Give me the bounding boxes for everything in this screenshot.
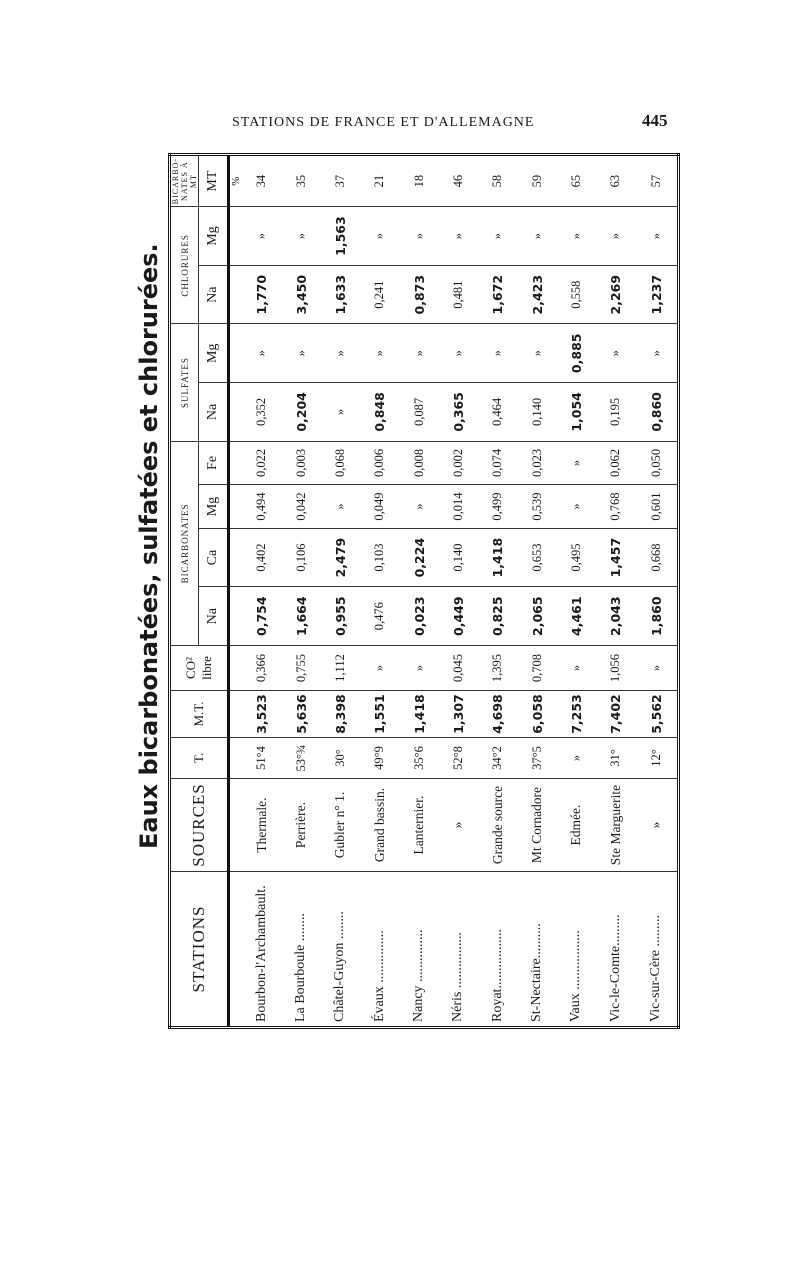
co2-cell: 1,056	[596, 646, 635, 691]
bic-fe-cell: 0,074	[478, 441, 517, 485]
co2-cell: »	[557, 646, 596, 691]
bic-fe-cell: 0,022	[242, 441, 281, 485]
bic-na-cell: 0,023	[399, 587, 438, 646]
chl-na-cell: 3,450	[281, 265, 320, 324]
bic-ca-cell: 0,668	[635, 528, 678, 587]
station-cell: Néris ................	[450, 932, 466, 1022]
bic-ca-cell: 0,224	[399, 528, 438, 587]
separator-cell	[229, 441, 243, 485]
chl-mg-cell: »	[478, 207, 517, 266]
source-cell: Grande source	[478, 779, 517, 872]
temperature-cell: »	[557, 738, 596, 779]
source-cell: Thermale.	[242, 779, 281, 872]
bicarbo-pct-cell: 37	[321, 155, 360, 207]
sulf-na-cell: 0,087	[399, 383, 438, 442]
header-group-bicarbo-mt: BICARBO-NATES À MT	[170, 155, 199, 207]
bicarbo-pct-cell: 18	[399, 155, 438, 207]
sulf-na-cell: »	[321, 383, 360, 442]
separator-cell	[229, 691, 243, 738]
table-row	[596, 155, 635, 1028]
separator-cell	[229, 207, 243, 266]
source-cell: Perrière.	[281, 779, 320, 872]
sulf-na-cell: 0,365	[439, 383, 478, 442]
sulf-mg-cell: »	[360, 324, 399, 383]
bicarbo-pct-cell: 34	[242, 155, 281, 207]
table-row	[321, 155, 360, 1028]
co2-cell: 0,366	[242, 646, 281, 691]
co2-cell: 0,708	[517, 646, 556, 691]
station-cell: Royat.................	[489, 929, 505, 1022]
table-row	[281, 155, 320, 1028]
temperature-cell: 53°¾	[281, 738, 320, 779]
bic-na-cell: 2,043	[596, 587, 635, 646]
separator-cell	[229, 383, 243, 442]
bicarbo-pct-cell: 65	[557, 155, 596, 207]
sulf-mg-cell: »	[399, 324, 438, 383]
mt-cell: 7,402	[596, 691, 635, 738]
separator-cell	[229, 324, 243, 383]
station-cell: Vic-le-Comte.........	[607, 914, 623, 1022]
temperature-cell: 49°9	[360, 738, 399, 779]
chl-na-cell: 0,873	[399, 265, 438, 324]
header-co2-sub: libre	[199, 656, 214, 680]
bic-fe-cell: 0,068	[321, 441, 360, 485]
table-row	[242, 155, 281, 1028]
header-sulf-mg: Mg	[199, 324, 229, 383]
temperature-cell: 30°	[321, 738, 360, 779]
table-container	[168, 153, 680, 1029]
bic-ca-cell: 1,457	[596, 528, 635, 587]
header-sources: SOURCES	[170, 779, 229, 872]
bicarbo-pct-cell: 35	[281, 155, 320, 207]
table-row	[557, 155, 596, 1028]
pct-symbol: %	[229, 155, 243, 207]
bic-fe-cell: 0,006	[360, 441, 399, 485]
header-group-chlorures: CHLORURES	[170, 207, 199, 324]
table-row	[360, 155, 399, 1028]
header-stations: STATIONS	[170, 872, 229, 1028]
separator-cell	[229, 646, 243, 691]
chl-na-cell: 1,770	[242, 265, 281, 324]
bicarbo-pct-cell: 21	[360, 155, 399, 207]
header-mt: M.T.	[170, 691, 229, 738]
sulf-na-cell: 1,054	[557, 383, 596, 442]
sulf-na-cell: 0,140	[517, 383, 556, 442]
chl-na-cell: 1,237	[635, 265, 678, 324]
bic-ca-cell: 0,140	[439, 528, 478, 587]
source-cell: Grand bassin.	[360, 779, 399, 872]
bic-mg-cell: 0,601	[635, 485, 678, 529]
chl-mg-cell: »	[557, 207, 596, 266]
bic-fe-cell: 0,002	[439, 441, 478, 485]
bic-mg-cell: 0,539	[517, 485, 556, 529]
bic-na-cell: 0,476	[360, 587, 399, 646]
chl-mg-cell: »	[281, 207, 320, 266]
sulf-mg-cell: »	[478, 324, 517, 383]
temperature-cell: 37°5	[517, 738, 556, 779]
chl-na-cell: 1,633	[321, 265, 360, 324]
station-cell: Vic-sur-Cère .........	[648, 915, 664, 1022]
chl-mg-cell: »	[596, 207, 635, 266]
mt-cell: 7,253	[557, 691, 596, 738]
temperature-cell: 12°	[635, 738, 678, 779]
co2-cell: 1,395	[478, 646, 517, 691]
temperature-cell: 35°6	[399, 738, 438, 779]
bic-mg-cell: 0,768	[596, 485, 635, 529]
header-co2-label: CO²	[183, 657, 198, 679]
bic-ca-cell: 0,653	[517, 528, 556, 587]
bic-ca-cell: 2,479	[321, 528, 360, 587]
sulf-mg-cell: »	[439, 324, 478, 383]
chl-na-cell: 2,423	[517, 265, 556, 324]
sulf-mg-cell: 0,885	[557, 324, 596, 383]
sulf-mg-cell: »	[596, 324, 635, 383]
bic-fe-cell: 0,062	[596, 441, 635, 485]
mt-cell: 6,058	[517, 691, 556, 738]
bic-mg-cell: 0,014	[439, 485, 478, 529]
separator-cell	[229, 872, 243, 1028]
bic-fe-cell: 0,050	[635, 441, 678, 485]
mt-cell: 3,523	[242, 691, 281, 738]
source-cell: »	[439, 779, 478, 872]
bic-fe-cell: 0,008	[399, 441, 438, 485]
mt-cell: 8,398	[321, 691, 360, 738]
header-bic-ca: Ca	[199, 528, 229, 587]
sulf-na-cell: 0,848	[360, 383, 399, 442]
separator-cell	[229, 485, 243, 529]
bicarbo-pct-cell: 46	[439, 155, 478, 207]
bic-ca-cell: 0,106	[281, 528, 320, 587]
station-cell: Vaux .................	[568, 930, 584, 1022]
sulf-mg-cell: »	[242, 324, 281, 383]
bic-mg-cell: 0,494	[242, 485, 281, 529]
mt-cell: 1,418	[399, 691, 438, 738]
temperature-cell: 52°8	[439, 738, 478, 779]
bic-ca-cell: 0,402	[242, 528, 281, 587]
co2-cell: 1,112	[321, 646, 360, 691]
temperature-cell: 34°2	[478, 738, 517, 779]
bic-na-cell: 1,664	[281, 587, 320, 646]
source-cell: Edmée.	[557, 779, 596, 872]
bic-fe-cell: »	[557, 441, 596, 485]
bicarbo-pct-cell: 58	[478, 155, 517, 207]
co2-cell: »	[635, 646, 678, 691]
separator-cell	[229, 587, 243, 646]
table-row	[439, 155, 478, 1028]
separator-cell	[229, 528, 243, 587]
station-cell: Nancy ...............	[411, 929, 427, 1022]
header-group-sulfates: SULFATES	[170, 324, 199, 441]
source-cell: Gubler n° 1.	[321, 779, 360, 872]
header-bic-fe: Fe	[199, 441, 229, 485]
separator-cell	[229, 779, 243, 872]
chl-na-cell: 0,241	[360, 265, 399, 324]
chl-mg-cell: 1,563	[321, 207, 360, 266]
separator-cell	[229, 738, 243, 779]
sulf-na-cell: 0,195	[596, 383, 635, 442]
chl-na-cell: 1,672	[478, 265, 517, 324]
sulf-na-cell: 0,464	[478, 383, 517, 442]
chl-mg-cell: »	[242, 207, 281, 266]
sulf-mg-cell: »	[281, 324, 320, 383]
source-cell: »	[635, 779, 678, 872]
bic-ca-cell: 0,495	[557, 528, 596, 587]
mt-cell: 5,562	[635, 691, 678, 738]
bic-fe-cell: 0,023	[517, 441, 556, 485]
header-bic-mg: Mg	[199, 485, 229, 529]
bic-mg-cell: 0,042	[281, 485, 320, 529]
temperature-cell: 31°	[596, 738, 635, 779]
chl-mg-cell: »	[360, 207, 399, 266]
header-chl-mg: Mg	[199, 207, 229, 266]
header-chl-na: Na	[199, 265, 229, 324]
bic-ca-cell: 1,418	[478, 528, 517, 587]
bic-na-cell: 0,449	[439, 587, 478, 646]
station-cell: St-Nectaire..........	[529, 923, 545, 1022]
co2-cell: 0,755	[281, 646, 320, 691]
bicarbo-pct-cell: 59	[517, 155, 556, 207]
bic-mg-cell: 0,499	[478, 485, 517, 529]
header-bicarbo-mt: MT	[199, 155, 229, 207]
mt-cell: 1,307	[439, 691, 478, 738]
page-number: 445	[642, 111, 668, 130]
sulf-mg-cell: »	[321, 324, 360, 383]
bic-na-cell: 4,461	[557, 587, 596, 646]
table-title: Eaux bicarbonatées, sulfatées et chlorurées.	[135, 243, 163, 849]
table-body	[229, 155, 679, 1028]
bic-na-cell: 2,065	[517, 587, 556, 646]
bic-fe-cell: 0,003	[281, 441, 320, 485]
mineral-water-table	[168, 153, 680, 1029]
co2-cell: 0,045	[439, 646, 478, 691]
bic-na-cell: 1,860	[635, 587, 678, 646]
mt-cell: 1,551	[360, 691, 399, 738]
header-t: T.	[170, 738, 229, 779]
header-sulf-na: Na	[199, 383, 229, 442]
table-row	[399, 155, 438, 1028]
running-head-title: STATIONS DE FRANCE ET D'ALLEMAGNE	[232, 115, 535, 130]
station-cell: Châtel-Guyon ........	[332, 911, 348, 1022]
co2-cell: »	[399, 646, 438, 691]
table-row	[517, 155, 556, 1028]
station-cell: Évaux ...............	[371, 930, 387, 1022]
chl-mg-cell: »	[439, 207, 478, 266]
source-cell: Ste Marguerite	[596, 779, 635, 872]
chl-na-cell: 0,481	[439, 265, 478, 324]
bic-mg-cell: »	[321, 485, 360, 529]
source-cell: Lanternier.	[399, 779, 438, 872]
chl-mg-cell: »	[399, 207, 438, 266]
running-head	[232, 114, 668, 131]
header-co2	[170, 646, 229, 691]
sulf-na-cell: 0,352	[242, 383, 281, 442]
co2-cell: »	[360, 646, 399, 691]
mt-cell: 5,636	[281, 691, 320, 738]
sulf-na-cell: 0,204	[281, 383, 320, 442]
station-cell: Bourbon-l'Archambault.	[253, 885, 269, 1022]
chl-mg-cell: »	[517, 207, 556, 266]
bic-mg-cell: »	[557, 485, 596, 529]
chl-na-cell: 0,558	[557, 265, 596, 324]
bic-na-cell: 0,754	[242, 587, 281, 646]
header-group-bicarbonates: BICARBONATES	[170, 441, 199, 645]
sulf-mg-cell: »	[635, 324, 678, 383]
header-bic-na: Na	[199, 587, 229, 646]
station-cell: La Bourboule ........	[293, 913, 309, 1022]
table-row	[478, 155, 517, 1028]
sulf-mg-cell: »	[517, 324, 556, 383]
mt-cell: 4,698	[478, 691, 517, 738]
bic-mg-cell: »	[399, 485, 438, 529]
bic-ca-cell: 0,103	[360, 528, 399, 587]
chl-mg-cell: »	[635, 207, 678, 266]
table-row	[635, 155, 678, 1028]
bic-mg-cell: 0,049	[360, 485, 399, 529]
separator-cell	[229, 265, 243, 324]
bicarbo-pct-cell: 57	[635, 155, 678, 207]
bic-na-cell: 0,825	[478, 587, 517, 646]
chl-na-cell: 2,269	[596, 265, 635, 324]
bicarbo-pct-cell: 63	[596, 155, 635, 207]
sulf-na-cell: 0,860	[635, 383, 678, 442]
temperature-cell: 51°4	[242, 738, 281, 779]
source-cell: Mt Cornadore	[517, 779, 556, 872]
bic-na-cell: 0,955	[321, 587, 360, 646]
table-separator-row	[229, 155, 243, 1028]
